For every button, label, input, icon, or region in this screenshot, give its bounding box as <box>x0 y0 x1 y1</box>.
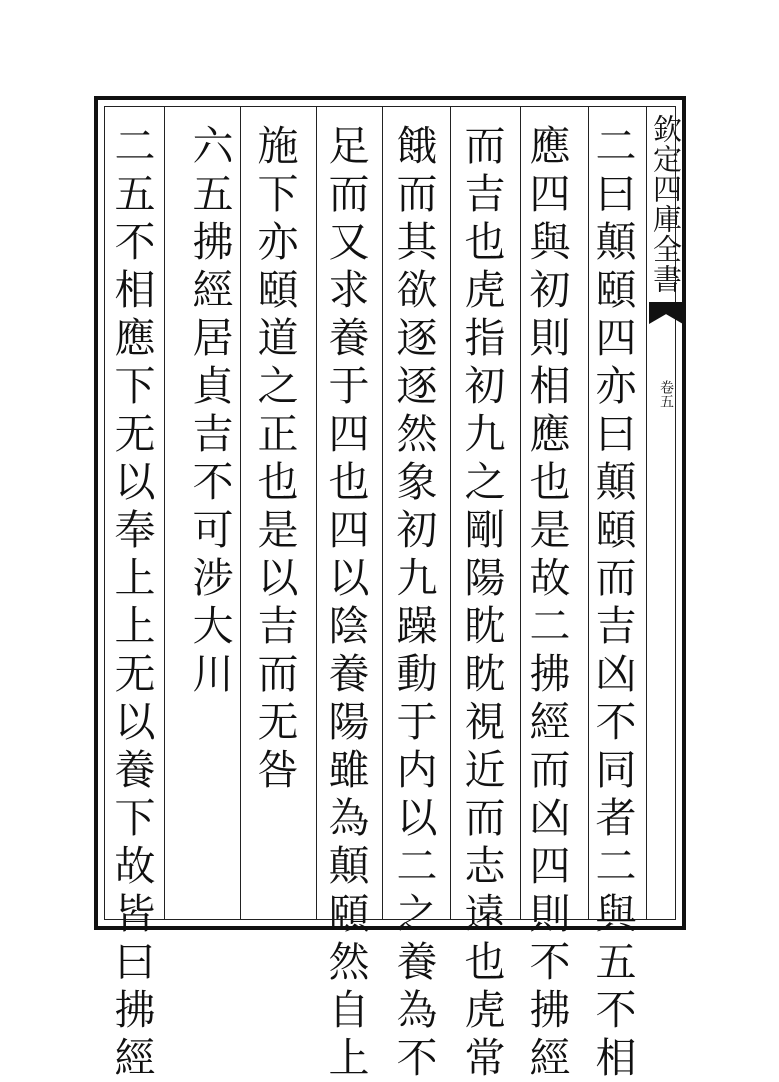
glyph: 道 <box>257 314 299 362</box>
glyph: 奉 <box>114 506 156 554</box>
glyph: 顛 <box>595 458 637 506</box>
glyph: 涉 <box>192 554 234 602</box>
glyph: 以 <box>257 554 299 602</box>
glyph: 下 <box>114 362 156 410</box>
glyph: 故 <box>529 554 571 602</box>
glyph: 志 <box>464 842 506 890</box>
glyph: 不 <box>529 938 571 986</box>
glyph: 初 <box>464 362 506 410</box>
glyph: 以 <box>396 794 438 842</box>
glyph: 又 <box>328 218 370 266</box>
glyph: 指 <box>464 314 506 362</box>
glyph: 以 <box>114 698 156 746</box>
glyph: 凶 <box>595 650 637 698</box>
glyph: 五 <box>595 938 637 986</box>
glyph: 貞 <box>192 362 234 410</box>
glyph: 也 <box>257 458 299 506</box>
glyph: 逐 <box>396 314 438 362</box>
glyph: 二 <box>396 842 438 890</box>
glyph: 相 <box>529 362 571 410</box>
fish-tail-mark <box>649 302 683 324</box>
glyph: 于 <box>328 362 370 410</box>
glyph: 與 <box>595 890 637 938</box>
glyph: 虎 <box>464 986 506 1034</box>
glyph: 吉 <box>192 410 234 458</box>
glyph: 之 <box>396 890 438 938</box>
glyph: 者 <box>595 794 637 842</box>
glyph: 經 <box>192 266 234 314</box>
glyph: 四 <box>595 314 637 362</box>
glyph: 五 <box>192 170 234 218</box>
glyph: 无 <box>114 650 156 698</box>
glyph: 養 <box>328 650 370 698</box>
glyph: 不 <box>595 698 637 746</box>
glyph: 陰 <box>328 602 370 650</box>
glyph: 而 <box>328 170 370 218</box>
glyph: 然 <box>328 938 370 986</box>
glyph: 餓 <box>396 122 438 170</box>
glyph: 四 <box>529 170 571 218</box>
glyph: 可 <box>192 506 234 554</box>
glyph: 上 <box>114 554 156 602</box>
glyph: 雖 <box>328 746 370 794</box>
column-rule <box>382 106 383 920</box>
glyph: 眈 <box>464 650 506 698</box>
text-column-6 <box>248 122 308 794</box>
juan-number: 卷五 <box>658 380 674 408</box>
text-column-3 <box>455 122 515 1082</box>
glyph: 内 <box>396 746 438 794</box>
glyph: 下 <box>114 794 156 842</box>
glyph: 下 <box>257 170 299 218</box>
glyph: 應 <box>529 122 571 170</box>
glyph: 曰 <box>114 938 156 986</box>
glyph: 顛 <box>328 842 370 890</box>
glyph: 凶 <box>529 794 571 842</box>
glyph: 六 <box>192 122 234 170</box>
glyph: 自 <box>328 986 370 1034</box>
glyph: 也 <box>464 218 506 266</box>
glyph: 應 <box>114 314 156 362</box>
glyph: 不 <box>114 218 156 266</box>
glyph: 遠 <box>464 890 506 938</box>
glyph: 虎 <box>464 266 506 314</box>
glyph: 而 <box>464 122 506 170</box>
glyph: 陽 <box>464 554 506 602</box>
glyph: 養 <box>396 938 438 986</box>
glyph: 初 <box>396 506 438 554</box>
glyph: 川 <box>192 650 234 698</box>
glyph: 眈 <box>464 602 506 650</box>
glyph: 求 <box>328 266 370 314</box>
glyph: 以 <box>114 458 156 506</box>
glyph: 四 <box>328 506 370 554</box>
column-rule <box>316 106 317 920</box>
page-margin <box>646 114 686 408</box>
glyph: 也 <box>529 458 571 506</box>
glyph: 之 <box>257 362 299 410</box>
glyph: 拂 <box>192 218 234 266</box>
glyph: 拂 <box>529 986 571 1034</box>
glyph: 同 <box>595 746 637 794</box>
glyph: 相 <box>114 266 156 314</box>
glyph: 欲 <box>396 266 438 314</box>
glyph: 剛 <box>464 506 506 554</box>
glyph: 九 <box>464 410 506 458</box>
book-title: 欽定四庫全書 <box>649 114 683 294</box>
glyph: 也 <box>464 938 506 986</box>
text-column-2 <box>520 122 580 1082</box>
glyph: 大 <box>192 602 234 650</box>
glyph: 養 <box>328 314 370 362</box>
glyph: 之 <box>464 458 506 506</box>
glyph: 二 <box>595 842 637 890</box>
glyph: 頤 <box>595 266 637 314</box>
glyph: 頤 <box>595 506 637 554</box>
glyph: 吉 <box>257 602 299 650</box>
glyph: 也 <box>328 458 370 506</box>
glyph: 亦 <box>595 362 637 410</box>
glyph: 逐 <box>396 362 438 410</box>
glyph: 二 <box>529 602 571 650</box>
glyph: 足 <box>328 122 370 170</box>
glyph: 養 <box>114 746 156 794</box>
glyph: 四 <box>328 410 370 458</box>
glyph: 皆 <box>114 890 156 938</box>
glyph: 陽 <box>328 698 370 746</box>
glyph: 頤 <box>257 266 299 314</box>
glyph: 經 <box>529 1034 571 1082</box>
glyph: 為 <box>328 794 370 842</box>
glyph: 吉 <box>595 602 637 650</box>
glyph: 動 <box>396 650 438 698</box>
glyph: 上 <box>114 602 156 650</box>
glyph: 居 <box>192 314 234 362</box>
glyph: 而 <box>595 554 637 602</box>
glyph: 相 <box>595 1034 637 1082</box>
text-column-5 <box>319 122 379 1082</box>
glyph: 九 <box>396 554 438 602</box>
glyph: 吉 <box>464 170 506 218</box>
glyph: 與 <box>529 218 571 266</box>
text-column-1 <box>586 122 646 1082</box>
glyph: 于 <box>396 698 438 746</box>
glyph: 其 <box>396 218 438 266</box>
glyph: 躁 <box>396 602 438 650</box>
glyph: 象 <box>396 458 438 506</box>
text-column-7 <box>183 122 243 698</box>
glyph: 亦 <box>257 218 299 266</box>
glyph: 則 <box>529 314 571 362</box>
glyph: 初 <box>529 266 571 314</box>
glyph: 經 <box>529 698 571 746</box>
glyph: 五 <box>114 170 156 218</box>
glyph: 以 <box>328 554 370 602</box>
glyph: 不 <box>595 986 637 1034</box>
glyph: 二 <box>114 122 156 170</box>
glyph: 顛 <box>595 218 637 266</box>
glyph: 而 <box>396 170 438 218</box>
glyph: 二 <box>595 122 637 170</box>
glyph: 曰 <box>595 410 637 458</box>
glyph: 應 <box>529 410 571 458</box>
text-column-8 <box>105 122 165 1082</box>
glyph: 近 <box>464 746 506 794</box>
column-rule <box>450 106 451 920</box>
glyph: 上 <box>328 1034 370 1082</box>
glyph: 然 <box>396 410 438 458</box>
glyph: 不 <box>192 458 234 506</box>
glyph: 而 <box>464 794 506 842</box>
glyph: 是 <box>529 506 571 554</box>
glyph: 是 <box>257 506 299 554</box>
glyph: 常 <box>464 1034 506 1082</box>
glyph: 四 <box>529 842 571 890</box>
glyph: 无 <box>114 410 156 458</box>
text-column-4 <box>387 122 447 1082</box>
glyph: 施 <box>257 122 299 170</box>
glyph: 无 <box>257 698 299 746</box>
glyph: 經 <box>114 1034 156 1082</box>
glyph: 曰 <box>595 170 637 218</box>
glyph: 故 <box>114 842 156 890</box>
glyph: 為 <box>396 986 438 1034</box>
glyph: 視 <box>464 698 506 746</box>
glyph: 咎 <box>257 746 299 794</box>
glyph: 拂 <box>529 650 571 698</box>
glyph: 正 <box>257 410 299 458</box>
glyph: 則 <box>529 890 571 938</box>
glyph: 拂 <box>114 986 156 1034</box>
glyph: 而 <box>529 746 571 794</box>
glyph: 頤 <box>328 890 370 938</box>
glyph: 而 <box>257 650 299 698</box>
glyph: 不 <box>396 1034 438 1082</box>
